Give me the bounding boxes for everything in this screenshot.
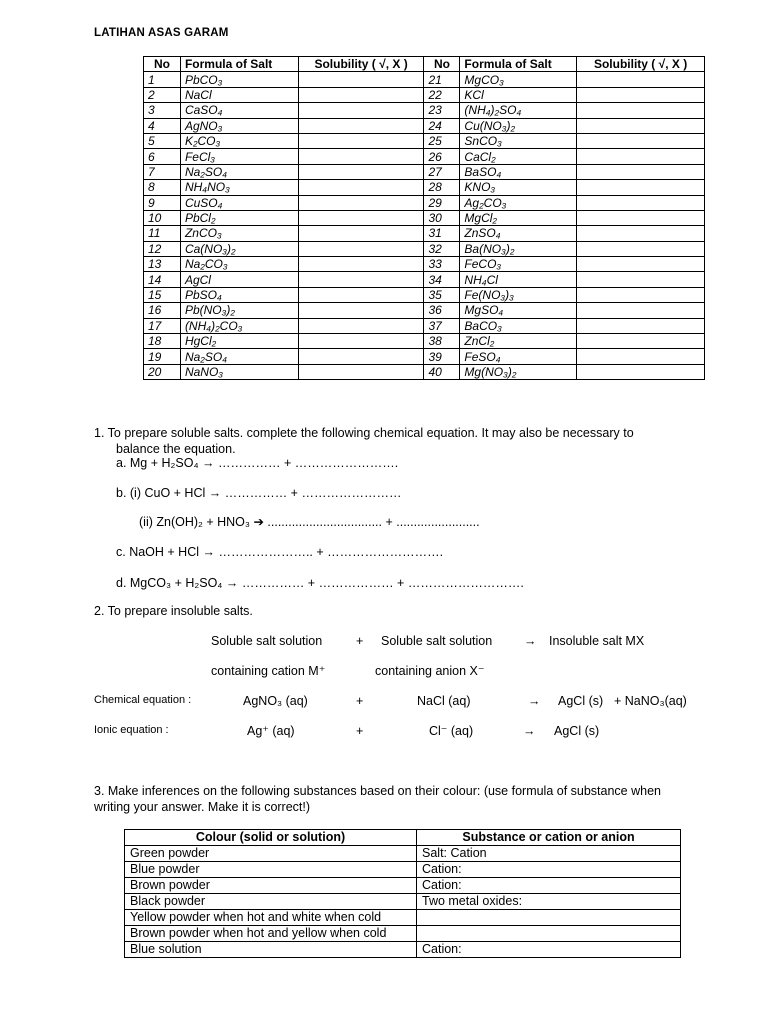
table-row (144, 164, 705, 179)
salt-formula: Ag₂CO₃ (460, 195, 577, 210)
salt-formula: Ca(NO₃)₂ (180, 241, 298, 256)
salt-formula: CaSO₄ (180, 103, 298, 118)
solubility-cell[interactable] (577, 241, 705, 256)
q2-soluble-1: Soluble salt solution (211, 634, 323, 648)
table-row (144, 72, 705, 87)
salt-no: 19 (144, 349, 181, 364)
salt-formula: FeCl₃ (180, 149, 298, 164)
table-row (144, 103, 705, 118)
chem-product-1: AgCl (s) (558, 694, 604, 708)
salt-no: 23 (424, 103, 460, 118)
salt-formula: (NH₄)₂SO₄ (460, 103, 577, 118)
answer-cell[interactable]: Cation: (417, 862, 681, 878)
header-colour: Colour (solid or solution) (125, 830, 417, 846)
solubility-cell[interactable] (577, 334, 705, 349)
salt-solubility-table (143, 56, 705, 380)
salt-formula: KCl (460, 87, 577, 102)
salt-no: 20 (144, 364, 181, 379)
salt-no: 22 (424, 87, 460, 102)
salt-formula: Na₂SO₄ (180, 164, 298, 179)
answer-cell[interactable] (417, 910, 681, 926)
solubility-cell[interactable] (298, 318, 424, 333)
colour-cell: Blue powder (125, 862, 417, 878)
table-row (144, 149, 705, 164)
table-row (144, 195, 705, 210)
salt-no: 12 (144, 241, 181, 256)
salt-formula: Pb(NO₃)₂ (180, 303, 298, 318)
table-row (125, 878, 681, 894)
table-row (144, 364, 705, 379)
table-row (125, 926, 681, 942)
salt-no: 4 (144, 118, 181, 133)
question-1 (94, 425, 734, 457)
salt-no: 33 (424, 257, 460, 272)
q2-anion-text: containing anion X⁻ (375, 664, 485, 678)
salt-formula: NH₄Cl (460, 272, 577, 287)
q1-b-ii: (ii) Zn(OH)₂ + HNO₃ ➔ ................................. + ........................ (139, 515, 480, 529)
q2-arrow: → (524, 634, 537, 648)
header-solubility-left: Solubility ( √, X ) (298, 57, 424, 72)
salt-no: 18 (144, 334, 181, 349)
salt-no: 36 (424, 303, 460, 318)
salt-formula: NH₄NO₃ (180, 180, 298, 195)
salt-formula: (NH₄)₂CO₃ (180, 318, 298, 333)
salt-formula: ZnSO₄ (460, 226, 577, 241)
salt-no: 16 (144, 303, 181, 318)
q3-intro-2: writing your answer. Make it is correct!) (94, 800, 311, 814)
solubility-cell[interactable] (298, 272, 424, 287)
solubility-cell[interactable] (298, 195, 424, 210)
header-substance: Substance or cation or anion (417, 830, 681, 846)
salt-formula: KNO₃ (460, 180, 577, 195)
answer-cell[interactable]: Cation: (417, 878, 681, 894)
table-row (144, 210, 705, 225)
ionic-equation-label: Ionic equation : (94, 724, 169, 736)
salt-no: 24 (424, 118, 460, 133)
salt-no: 38 (424, 334, 460, 349)
ionic-reactant-2: Cl⁻ (aq) (429, 724, 474, 738)
table-row (144, 272, 705, 287)
question-3 (94, 783, 734, 815)
q1-intro-2: balance the equation. (116, 442, 236, 456)
solubility-cell[interactable] (577, 133, 705, 148)
solubility-cell[interactable] (298, 149, 424, 164)
table-header-row (144, 57, 705, 72)
q2-intro: 2. To prepare insoluble salts. (94, 604, 253, 618)
salt-formula: NaCl (180, 87, 298, 102)
table-row (144, 349, 705, 364)
q2-cation-text: containing cation M⁺ (211, 664, 326, 678)
salt-no: 27 (424, 164, 460, 179)
solubility-cell[interactable] (577, 318, 705, 333)
table-row (144, 118, 705, 133)
salt-formula: BaSO₄ (460, 164, 577, 179)
q1-a: a. Mg + H₂SO₄ → …………… + ……………………. (116, 456, 399, 470)
solubility-cell[interactable] (577, 118, 705, 133)
salt-no: 13 (144, 257, 181, 272)
solubility-cell[interactable] (577, 195, 705, 210)
answer-cell[interactable]: Cation: (417, 942, 681, 958)
solubility-cell[interactable] (298, 118, 424, 133)
q2-insoluble: Insoluble salt MX (549, 634, 645, 648)
colour-cell: Green powder (125, 846, 417, 862)
answer-cell[interactable]: Two metal oxides: (417, 894, 681, 910)
salt-no: 2 (144, 87, 181, 102)
solubility-cell[interactable] (298, 349, 424, 364)
table-row (144, 87, 705, 102)
colour-cell: Brown powder when hot and yellow when cold (125, 926, 417, 942)
q1-c: c. NaOH + HCl → ………………….. + ………………………. (116, 545, 444, 559)
colour-cell: Blue solution (125, 942, 417, 958)
solubility-cell[interactable] (298, 72, 424, 87)
salt-formula: HgCl₂ (180, 334, 298, 349)
solubility-cell[interactable] (298, 287, 424, 302)
solubility-cell[interactable] (577, 257, 705, 272)
salt-no: 1 (144, 72, 181, 87)
salt-formula: CuSO₄ (180, 195, 298, 210)
table-row (144, 133, 705, 148)
table-row (125, 846, 681, 862)
table-row (144, 257, 705, 272)
answer-cell[interactable]: Salt: Cation (417, 846, 681, 862)
salt-formula: PbSO₄ (180, 287, 298, 302)
salt-no: 25 (424, 133, 460, 148)
salt-formula: Ba(NO₃)₂ (460, 241, 577, 256)
salt-no: 34 (424, 272, 460, 287)
salt-formula: FeCO₃ (460, 257, 577, 272)
colour-cell: Yellow powder when hot and white when cold (125, 910, 417, 926)
header-formula-left: Formula of Salt (180, 57, 298, 72)
salt-no: 31 (424, 226, 460, 241)
q1-intro: 1. To prepare soluble salts. complete the following chemical equation. It may also be necessary to (94, 426, 634, 440)
solubility-cell[interactable] (577, 364, 705, 379)
solubility-cell[interactable] (577, 349, 705, 364)
salt-no: 5 (144, 133, 181, 148)
header-no-left: No (144, 57, 181, 72)
q1-d: d. MgCO₃ + H₂SO₄ → …………… + ……………… + ………………………. (116, 576, 524, 590)
salt-formula: NaNO₃ (180, 364, 298, 379)
solubility-cell[interactable] (298, 334, 424, 349)
salt-no: 39 (424, 349, 460, 364)
solubility-cell[interactable] (298, 241, 424, 256)
solubility-cell[interactable] (298, 87, 424, 102)
q2-plus: + (356, 634, 364, 648)
salt-no: 14 (144, 272, 181, 287)
solubility-cell[interactable] (298, 164, 424, 179)
answer-cell[interactable] (417, 926, 681, 942)
salt-no: 29 (424, 195, 460, 210)
solubility-cell[interactable] (298, 103, 424, 118)
salt-no: 7 (144, 164, 181, 179)
salt-formula: Mg(NO₃)₂ (460, 364, 577, 379)
table-row (144, 241, 705, 256)
salt-no: 10 (144, 210, 181, 225)
solubility-cell[interactable] (577, 87, 705, 102)
solubility-cell[interactable] (298, 180, 424, 195)
table-row (144, 303, 705, 318)
solubility-cell[interactable] (298, 210, 424, 225)
salt-no: 9 (144, 195, 181, 210)
solubility-cell[interactable] (577, 287, 705, 302)
page-title: LATIHAN ASAS GARAM (94, 27, 229, 39)
salt-formula: FeSO₄ (460, 349, 577, 364)
salt-no: 30 (424, 210, 460, 225)
q2-soluble-2: Soluble salt solution (381, 634, 493, 648)
header-no-right: No (424, 57, 460, 72)
solubility-cell[interactable] (577, 164, 705, 179)
solubility-cell[interactable] (577, 226, 705, 241)
salt-no: 8 (144, 180, 181, 195)
salt-no: 11 (144, 226, 181, 241)
chem-reactant-1: AgNO₃ (aq) (243, 694, 308, 708)
table-row (144, 334, 705, 349)
table-row (125, 942, 681, 958)
salt-formula: MgCl₂ (460, 210, 577, 225)
solubility-cell[interactable] (577, 180, 705, 195)
salt-no: 37 (424, 318, 460, 333)
colour-inference-table (124, 829, 681, 958)
ionic-reactant-1: Ag⁺ (aq) (247, 724, 295, 738)
colour-table-header (125, 830, 681, 846)
chem-arrow: → (528, 694, 541, 708)
ionic-plus: + (356, 724, 364, 738)
salt-formula: Na₂SO₄ (180, 349, 298, 364)
solubility-cell[interactable] (298, 226, 424, 241)
salt-formula: Fe(NO₃)₃ (460, 287, 577, 302)
salt-formula: PbCl₂ (180, 210, 298, 225)
salt-no: 17 (144, 318, 181, 333)
salt-formula: CaCl₂ (460, 149, 577, 164)
chemical-equation-label: Chemical equation : (94, 694, 192, 706)
chem-product-2: + NaNO₃(aq) (614, 694, 687, 708)
salt-no: 15 (144, 287, 181, 302)
salt-formula: ZnCO₃ (180, 226, 298, 241)
header-formula-right: Formula of Salt (460, 57, 577, 72)
solubility-cell[interactable] (298, 303, 424, 318)
table-row (144, 226, 705, 241)
salt-no: 3 (144, 103, 181, 118)
solubility-cell[interactable] (298, 364, 424, 379)
solubility-cell[interactable] (577, 303, 705, 318)
chem-reactant-2: NaCl (aq) (417, 694, 471, 708)
table-row (125, 894, 681, 910)
solubility-cell[interactable] (298, 257, 424, 272)
header-solubility-right: Solubility ( √, X ) (577, 57, 705, 72)
table-row (144, 287, 705, 302)
q1-b-i: b. (i) CuO + HCl → …………… + …………………… (116, 486, 402, 500)
colour-cell: Brown powder (125, 878, 417, 894)
salt-no: 28 (424, 180, 460, 195)
salt-no: 21 (424, 72, 460, 87)
salt-no: 26 (424, 149, 460, 164)
solubility-cell[interactable] (577, 72, 705, 87)
ionic-product: AgCl (s) (554, 724, 600, 738)
chem-plus: + (356, 694, 364, 708)
salt-formula: K₂CO₃ (180, 133, 298, 148)
salt-no: 35 (424, 287, 460, 302)
colour-cell: Black powder (125, 894, 417, 910)
salt-formula: Cu(NO₃)₂ (460, 118, 577, 133)
salt-formula: ZnCl₂ (460, 334, 577, 349)
salt-no: 40 (424, 364, 460, 379)
salt-formula: MgSO₄ (460, 303, 577, 318)
ionic-arrow: → (523, 724, 536, 738)
solubility-cell[interactable] (577, 210, 705, 225)
salt-no: 32 (424, 241, 460, 256)
salt-formula: Na₂CO₃ (180, 257, 298, 272)
salt-no: 6 (144, 149, 181, 164)
table-row (144, 318, 705, 333)
q3-intro: 3. Make inferences on the following substances based on their colour: (use formula of substance when (94, 784, 661, 798)
table-row (125, 910, 681, 926)
solubility-cell[interactable] (577, 149, 705, 164)
salt-formula: PbCO₃ (180, 72, 298, 87)
salt-formula: AgCl (180, 272, 298, 287)
salt-formula: BaCO₃ (460, 318, 577, 333)
table-row (144, 180, 705, 195)
solubility-cell[interactable] (298, 133, 424, 148)
salt-formula: AgNO₃ (180, 118, 298, 133)
table-row (125, 862, 681, 878)
solubility-cell[interactable] (577, 272, 705, 287)
solubility-cell[interactable] (577, 103, 705, 118)
salt-formula: SnCO₃ (460, 133, 577, 148)
salt-formula: MgCO₃ (460, 72, 577, 87)
